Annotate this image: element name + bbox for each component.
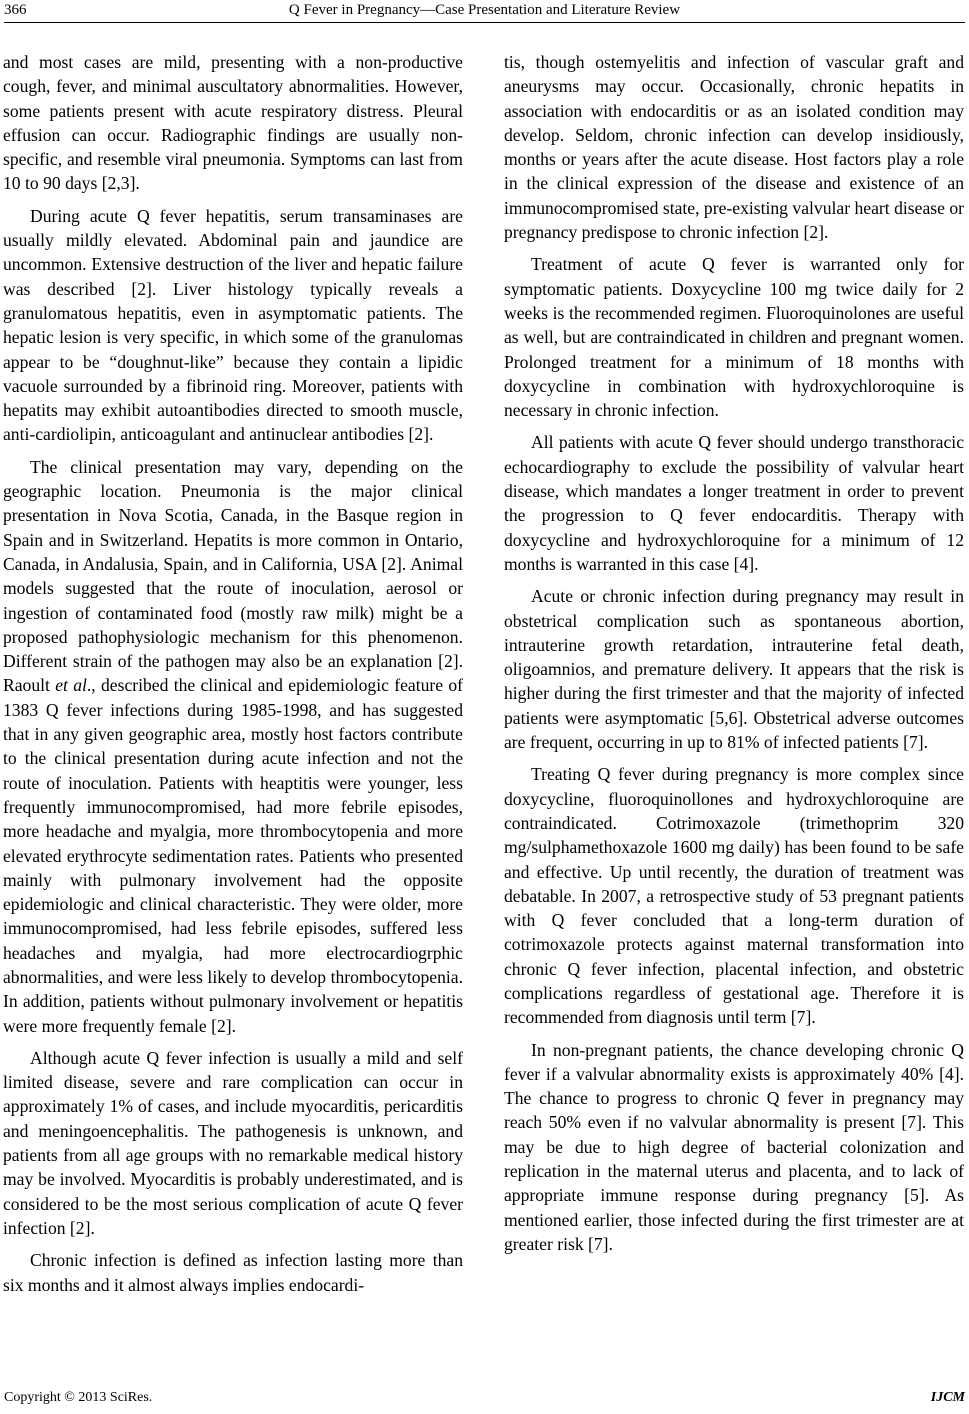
paragraph: All patients with acute Q fever should undergo transthoracic echocardiography to exclude the possibility of valvular heart disease, which mandates a longer treatment in order to prevent the progression to Q fever endocarditis. Therapy with doxycycline and hydroxychloroquine for a minimum of 12 months is warranted in this case [4]. [504, 432, 964, 574]
paragraph: Although acute Q fever infection is usually a mild and self limited disease, severe and rare complication can occur in approximately 1% of cases, and include myocarditis, pericarditis and meningoencephalitis. The pathogenesis is unknown, and patients from all age groups with no remarkable medical history may be involved. Myocarditis is probably underestimated, and is considered to be the most serious complication of acute Q fever infection [2]. [3, 1047, 463, 1238]
page-header [0, 0, 969, 26]
page-footer [0, 1382, 969, 1412]
page-number: 366 [4, 2, 27, 18]
paragraph: Treating Q fever during pregnancy is more complex since doxycycline, fluoroquinollones and hydroxychloroquine are contraindicated. Cotrimoxazole (trimethoprim 320 mg/sulphamethoxazole 1600 mg daily) has been found to be safe and effective. Up until recently, the duration of treatment was debatable. In 2007, a retrospective study of 53 pregnant patients with Q fever concluded that a long-term duration of cotrimoxazole protects against maternal transformation into chronic Q fever infection, placental infection, and obstetric complications regardless of gestational age. Therefore it is recommended from diagnosis until term [7]. [504, 764, 964, 1028]
journal-abbreviation: IJCM [930, 1390, 965, 1405]
paragraph: and most cases are mild, presenting with a non-productive cough, fever, and minimal auscultatory abnormalities. However, some patients present with acute respiratory distress. Pleural effusion can occur. Radiographic findings are usually non-specific, and resemble viral pneumonia. Symptoms can last from 10 to 90 days [2,3]. [3, 52, 463, 194]
paragraph: In non-pregnant patients, the chance developing chronic Q fever if a valvular abnormality exists is approximately 40% [4]. The chance to progress to chronic Q fever in pregnancy may reach 50% even if no valvular abnormality is present [7]. This may be due to high degree of bacterial colonization and replication in the maternal uterus and placenta, and to lack of appropriate immune response during pregnancy [5]. As mentioned earlier, those infected during the first trimester are at greater risk [7]. [504, 1039, 964, 1254]
paragraph: During acute Q fever hepatitis, serum transaminases are usually mildly elevated. Abdominal pain and jaundice are uncommon. Extensive destruction of the liver and hepatic failure was described [2]. Liver histology typically reveals a granulomatous hepatitis, even in asymptomatic patients. The hepatic lesion is very specific, in which some of the granulomas appear to be “doughnut-like” because they contain a lipidic vacuole surrounded by a fibrinoid ring. Moreover, patients with hepatits may exhibit autoantibodies directed to smooth muscle, anti-cardiolipin, anticoagulant and antinuclear antibodies [2]. [3, 205, 463, 445]
header-rule [4, 22, 965, 23]
paragraph: Chronic infection is defined as infection lasting more than six months and it almost always implies endocardi- [3, 1250, 463, 1295]
paragraph: Treatment of acute Q fever is warranted only for symptomatic patients. Doxycycline 100 mg twice daily for 2 weeks is the recommended regimen. Fluoroquinolones are useful as well, but are contraindicated in children and pregnant women. Prolonged treatment for a minimum of 18 months with doxycycline in combination with hydroxychloroquine is necessary in chronic infection. [504, 254, 964, 421]
paragraph: Acute or chronic infection during pregnancy may result in obstetrical complication such as spontaneous abortion, intrauterine growth retardation, intrauterine fetal death, oligoamnios, and premature delivery. It appears that the risk is higher during the first trimester and that the majority of infected patients were asymptomatic [5,6]. Obstetrical adverse outcomes are frequent, occurring in up to 81% of infected patients [7]. [504, 586, 964, 753]
right-column [504, 50, 964, 1264]
paragraph: tis, though ostemyelitis and infection of vascular graft and aneurysms may occur. Occasionally, chronic hepatits in association with endocarditis or as an isolated condition may develop. Seldom, chronic infection can develop insidiously, months or years after the acute disease. Host factors play a role in the clinical expression of the disease and existence of an immunocompromised state, pre-existing valvular heart disease or pregnancy predispose to chronic infection [2]. [504, 52, 964, 243]
paragraph [3, 455, 463, 1038]
italic-text: et al [55, 675, 87, 696]
copyright-notice: Copyright © 2013 SciRes. [4, 1390, 153, 1405]
left-column [3, 50, 463, 1305]
paragraph-text: The clinical presentation may vary, depending on the geographic location. Pneumonia is the major clinical presentation in Nova Scotia, Canada, in the Basque region in Spain and in Switzerland. Hepatits is more common in Ontario, Canada, in Andalusia, Spain, and in California, USA [2]. Animal models suggested that the route of inoculation, aerosol or ingestion of contaminated food (mostly raw milk) might be a proposed pathophysiologic mechanism for this phenomenon. Different strain of the pathogen may also be an explanation [2]. Raoult [3, 456, 463, 696]
paragraph-text: ., described the clinical and epidemiologic feature of 1383 Q fever infections during 1985-1998, and has suggested that in any given geographic area, mostly host factors contribute to the clinical presentation during acute infection and not the route of inoculation. Patients with heaptitis were younger, less frequently immunocompromised, had more febrile episodes, more headache and myalgia, more thrombocytopenia and more elevated erythrocyte sedimentation rates. Patients who presented mainly with pulmonary involvement had the opposite epidemiologic and clinical characteristic. They were older, more immunocompromised, had less febrile episodes, suffered less headaches and myalgia, had more electrocardiogrphic abnormalities, and were less likely to develop thrombocytopenia. In addition, patients without pulmonary involvement or hepatitis were more frequently female [2]. [3, 675, 464, 1036]
running-title: Q Fever in Pregnancy—Case Presentation and Literature Review [288, 2, 681, 18]
